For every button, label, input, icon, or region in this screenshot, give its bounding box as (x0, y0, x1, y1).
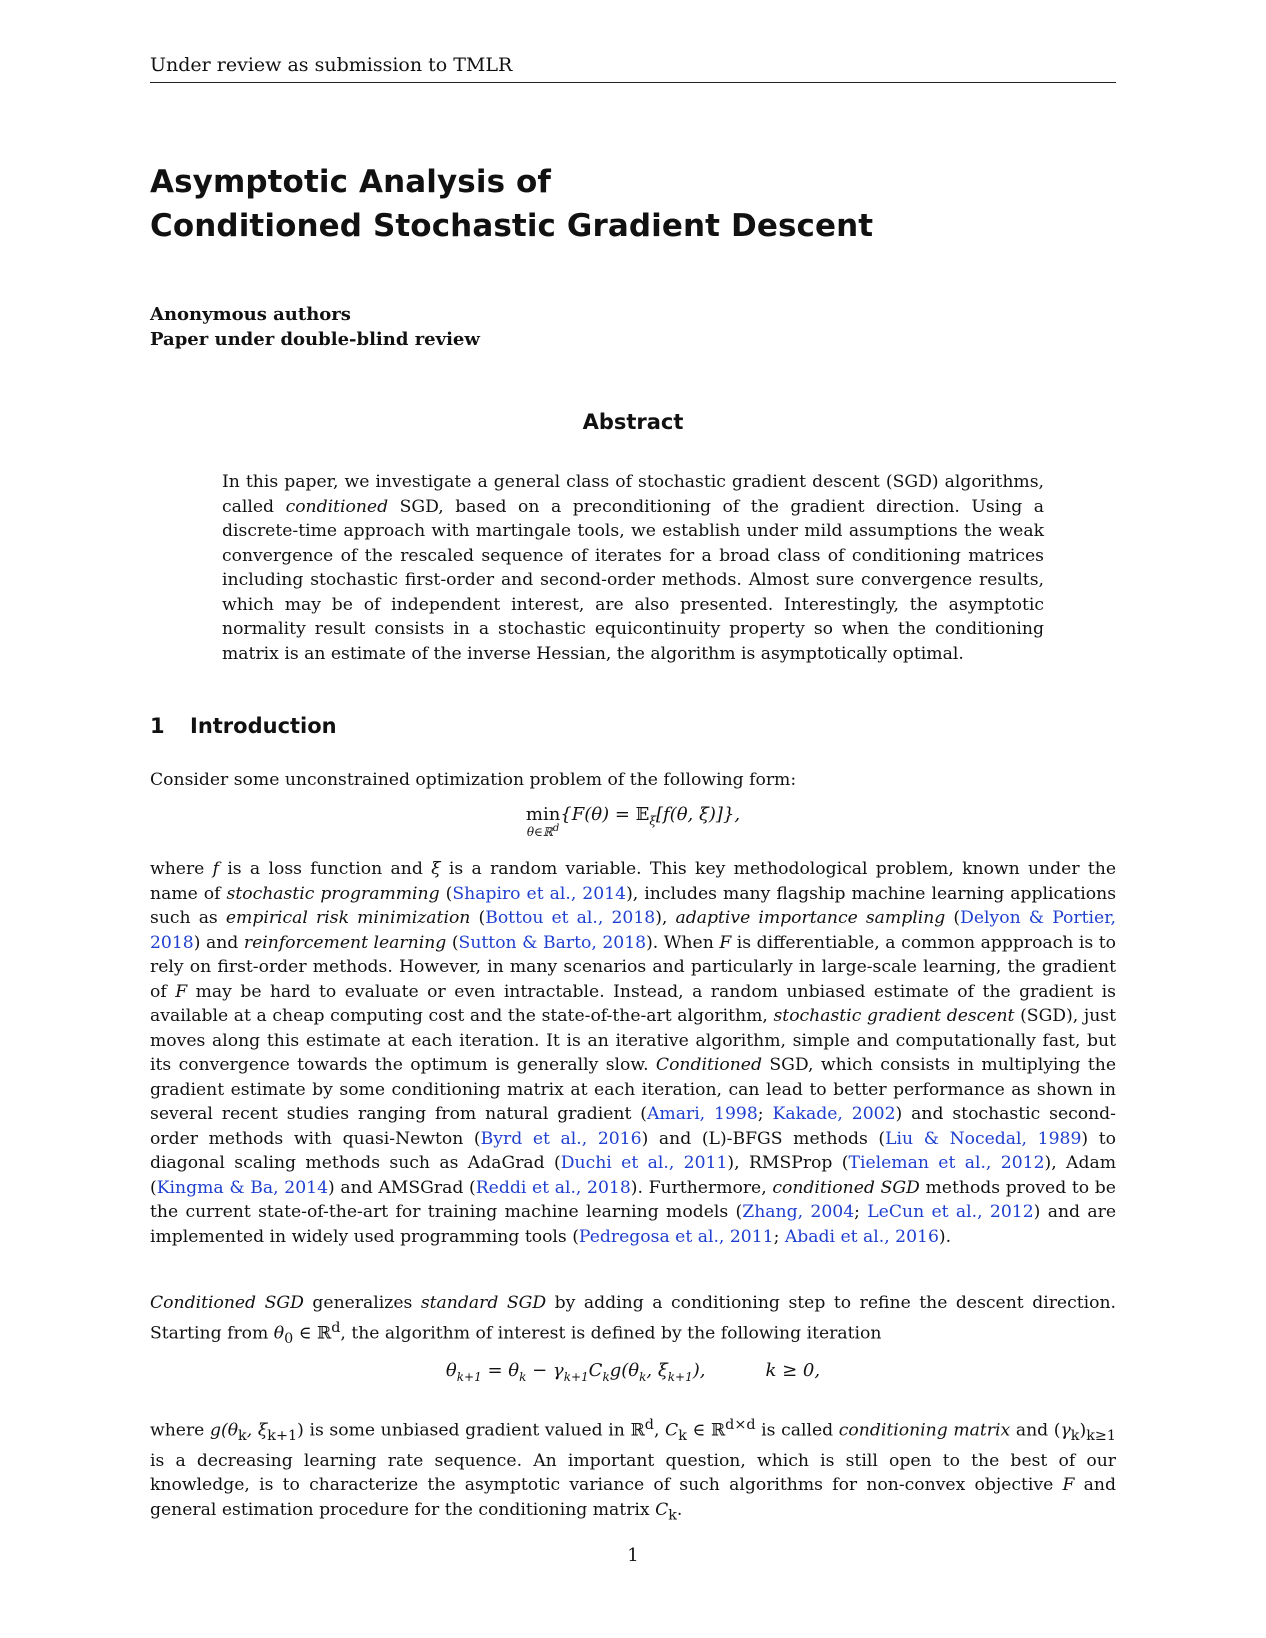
expectation-subscript: ξ (649, 814, 656, 828)
citation-link[interactable]: Duchi et al., 2011 (560, 1153, 728, 1173)
text-span: is called (755, 1420, 839, 1441)
eq2-subscript: k+1 (456, 1370, 482, 1384)
section-title: Introduction (190, 714, 337, 738)
text-span: ; (757, 1104, 773, 1124)
emphasis: Conditioned SGD (150, 1293, 304, 1313)
text-span: , (653, 1420, 666, 1441)
text-span: ∈ ℝ (293, 1323, 332, 1344)
math-superscript: d (644, 1417, 654, 1433)
citation-link[interactable]: Shapiro et al., 2014 (452, 883, 627, 904)
eq2-term: , ξ (646, 1360, 668, 1381)
text-span: ( (439, 883, 453, 904)
abstract-text-span: In this paper, we investigate a general class of stochastic gradient descent (SGD) algorithms, called (222, 472, 1044, 517)
text-span: where (150, 859, 213, 879)
page-number: 1 (627, 1545, 639, 1566)
eq2-term: − γ (526, 1360, 564, 1381)
citation-link[interactable]: Zhang, 2004 (742, 1202, 855, 1222)
text-span: ) (1079, 1420, 1087, 1441)
text-span: ), RMSProp ( (727, 1153, 849, 1173)
eq1-body: {F(θ) = (560, 804, 636, 825)
text-span: where (150, 1420, 210, 1441)
emphasis: adaptive importance sampling (675, 908, 946, 928)
eq2-term: g(θ (609, 1360, 640, 1381)
title-line-1: Asymptotic Analysis of (150, 164, 551, 200)
math-var: C (655, 1499, 669, 1520)
text-span: ), Adam ( (150, 1153, 1117, 1198)
abstract-heading: Abstract (582, 410, 684, 434)
abstract-emphasis: conditioned (285, 496, 389, 517)
citation-link[interactable]: Liu & Nocedal, 1989 (885, 1128, 1082, 1149)
math-var: F (175, 981, 188, 1002)
text-span: ( (470, 908, 486, 928)
min-label: min (525, 804, 561, 825)
eq2-term: C (588, 1360, 603, 1381)
citation-link[interactable]: Abadi et al., 2016 (784, 1226, 939, 1247)
math-var: F (1062, 1475, 1075, 1496)
text-span: is differentiable, a common appproach is to rely on first-order methods. However, in many scenarios and particularly in large-scale learning, the gradient of (150, 932, 1117, 1002)
text-span: ) to diagonal scaling methods such as AdaGrad ( (150, 1128, 1116, 1173)
citation-link[interactable]: Amari, 1998 (647, 1104, 758, 1124)
text-span: is a random variable. This key methodological problem, known under the name of (150, 859, 1116, 904)
math-subscript: k (238, 1428, 247, 1445)
equation-optimization-problem (0, 804, 1266, 838)
emphasis: reinforcement learning (243, 932, 447, 953)
emphasis: conditioning matrix (838, 1420, 1011, 1441)
abstract-text-span: SGD, based on a preconditioning of the gradient direction. Using a discrete-time approach with martingale tools, we establish under mild assumptions the weak convergence of the rescaled sequence of iterates for a broad class of conditioning matrices including stochastic first-order and second-order methods. Almost sure convergence results, which may be of independent interest, are also presented. Interestingly, the asymptotic normality result consists in a stochastic equicontinuity property so when the conditioning matrix is an estimate of the inverse Hessian, the algorithm is asymptotically optimal. (222, 496, 1044, 664)
math-var: , ξ (246, 1420, 268, 1441)
text-span: ∈ ℝ (686, 1420, 726, 1441)
text-span: ( (446, 932, 459, 953)
math-subscript: k (678, 1428, 687, 1445)
citation-link[interactable]: Kingma & Ba, 2014 (156, 1177, 329, 1198)
eq2-subscript: k (639, 1370, 647, 1384)
min-subscript-sup: d (552, 823, 560, 834)
emphasis: stochastic gradient descent (773, 1006, 1015, 1026)
text-span: ) (297, 1420, 304, 1441)
math-subscript: 0 (284, 1330, 294, 1347)
math-var: γ (1060, 1420, 1071, 1441)
eq2-subscript: k+1 (667, 1370, 693, 1384)
text-span: ). Furthermore, (630, 1177, 773, 1198)
math-var: ξ (431, 859, 441, 879)
text-span: ; (854, 1202, 868, 1222)
title-line-2: Conditioned Stochastic Gradient Descent (150, 208, 874, 244)
eq2-subscript: k (519, 1370, 527, 1384)
citation-link[interactable]: Sutton & Barto, 2018 (458, 932, 647, 953)
eq2-subscript: k (602, 1370, 610, 1384)
expectation-symbol: 𝔼 (635, 804, 650, 825)
citation-link[interactable]: Delyon & Portier, 2018 (150, 908, 1116, 953)
text-span: generalizes (303, 1293, 421, 1313)
emphasis: Conditioned (655, 1055, 762, 1075)
text-span: and general estimation procedure for the conditioning matrix (150, 1475, 1116, 1520)
section-number: 1 (150, 714, 165, 738)
text-span: SGD, which consists in multiplying the gradient estimate by some conditioning matrix at each iteration, can lead to better performance as shown in several recent studies ranging from natural gradient ( (150, 1055, 1116, 1124)
emphasis: standard SGD (420, 1293, 547, 1313)
author-block (150, 302, 480, 352)
citation-link[interactable]: Kakade, 2002 (772, 1104, 896, 1124)
math-var: C (665, 1420, 679, 1441)
text-span: and ( (1010, 1420, 1061, 1441)
text-span: ( (945, 908, 961, 928)
paper-title (150, 160, 1116, 248)
math-subscript: k≥1 (1086, 1428, 1117, 1445)
emphasis: empirical risk minimization (225, 908, 471, 928)
math-superscript: d (331, 1319, 341, 1336)
citation-link[interactable]: Byrd et al., 2016 (480, 1128, 642, 1149)
min-operator (526, 804, 560, 838)
emphasis: conditioned SGD (772, 1177, 920, 1198)
text-span: ; (773, 1226, 785, 1247)
text-span: by adding a conditioning step to refine the descent direction. Starting from (150, 1293, 1117, 1344)
intro-paragraph-1: Consider some unconstrained optimization problem of the following form: (150, 770, 797, 790)
abstract-text (222, 470, 1044, 666)
eq1-body: [f(θ, ξ)]}, (656, 804, 741, 825)
text-span: ). (938, 1226, 952, 1247)
eq2-term: ), (692, 1360, 706, 1381)
math-superscript: d×d (725, 1417, 756, 1433)
eq2-term: = θ (481, 1360, 520, 1381)
text-span: . (676, 1499, 683, 1520)
text-span: is a loss function and (219, 859, 432, 879)
text-span: (SGD), just moves along this estimate at each iteration. It is an iterative algorithm, simple and computationally fast, but its convergence towards the optimum is generally slow. (150, 1006, 1116, 1075)
math-subscript: k (1070, 1428, 1080, 1445)
section-heading-introduction (150, 714, 337, 738)
intro-paragraph-3 (150, 1291, 1116, 1351)
citation-link[interactable]: Bottou et al., 2018 (485, 908, 656, 928)
running-header: Under review as submission to TMLR (150, 54, 1116, 83)
text-span: ) and are implemented in widely used programming tools ( (150, 1202, 1116, 1247)
math-var: F (719, 932, 732, 953)
text-span: ), (655, 908, 676, 928)
review-status-line: Paper under double-blind review (150, 329, 480, 350)
min-subscript (526, 823, 560, 838)
eq2-term: θ (445, 1360, 457, 1381)
math-var: f (212, 859, 220, 879)
equation-conditioned-sgd-iteration (0, 1360, 1266, 1384)
math-subscript: k+1 (267, 1428, 298, 1445)
text-span: ), includes many flagship machine learning applications such as (150, 883, 1117, 928)
text-span: methods proved to be the current state-of-the-art for training machine learning models ( (150, 1177, 1116, 1222)
citation-link[interactable]: Pedregosa et al., 2011 (578, 1226, 774, 1247)
eq2-condition: k ≥ 0, (765, 1360, 821, 1381)
text-span: is a decreasing learning rate sequence. An important question, which is still open to the best of our knowledge, is to characterize the asymptotic variance of such algorithms for non-convex objective (150, 1450, 1116, 1496)
text-span: , the algorithm of interest is defined by the following iteration (340, 1323, 882, 1344)
citation-link[interactable]: Tieleman et al., 2012 (848, 1153, 1045, 1173)
text-span: ) and (193, 932, 244, 953)
citation-link[interactable]: Reddi et al., 2018 (475, 1177, 631, 1198)
text-span: ) and (L)-BFGS methods ( (641, 1128, 886, 1149)
text-span: is some unbiased gradient valued in ℝ (303, 1420, 645, 1441)
text-span: ) and stochastic second-order methods with quasi-Newton ( (150, 1104, 1116, 1149)
text-span: may be hard to evaluate or even intractable. Instead, a random unbiased estimate of the gradient is available at a cheap computing cost and the state-of-the-art algorithm, (150, 981, 1116, 1026)
authors-line: Anonymous authors (150, 304, 351, 325)
math-var: g(θ (209, 1420, 239, 1441)
math-var: θ (273, 1323, 285, 1344)
emphasis: stochastic programming (226, 883, 440, 904)
min-subscript-text: θ∈ℝ (526, 825, 553, 839)
text-span: ) and AMSGrad ( (328, 1177, 476, 1198)
intro-paragraph-2 (150, 857, 1116, 1249)
eq2-subscript: k+1 (563, 1370, 589, 1384)
math-subscript: k (668, 1507, 677, 1524)
intro-paragraph-4 (150, 1413, 1116, 1528)
citation-link[interactable]: LeCun et al., 2012 (867, 1202, 1034, 1222)
text-span: ). When (646, 932, 720, 953)
